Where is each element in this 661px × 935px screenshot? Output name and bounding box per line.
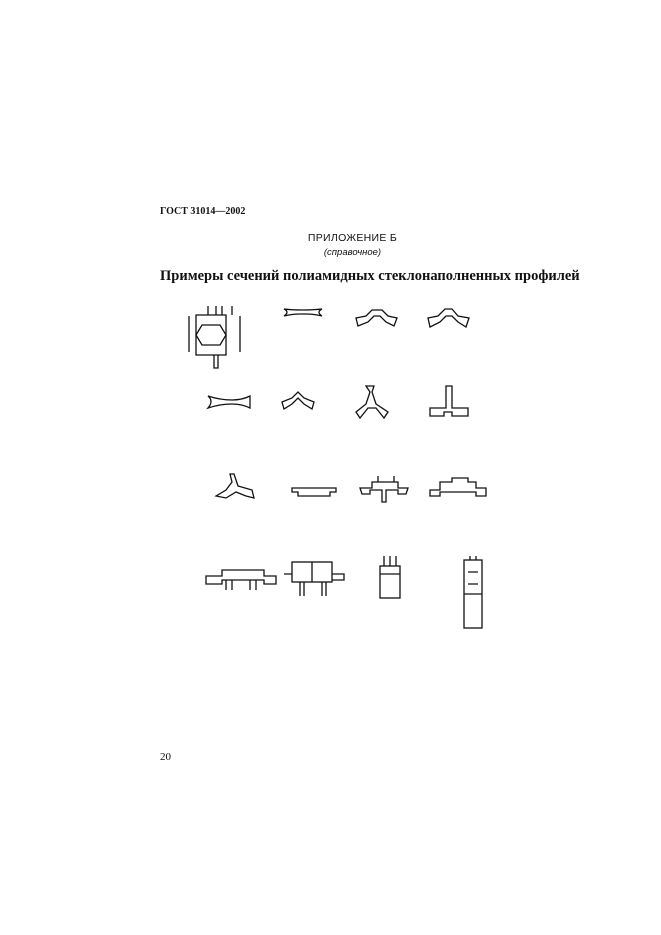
standard-header: ГОСТ 31014—2002 bbox=[160, 206, 246, 217]
profile-7 bbox=[356, 386, 388, 418]
profile-14 bbox=[284, 562, 344, 596]
profile-4 bbox=[428, 309, 469, 327]
profile-8 bbox=[430, 386, 468, 416]
profile-6 bbox=[282, 392, 314, 409]
profile-11 bbox=[360, 476, 408, 502]
profile-9 bbox=[216, 474, 254, 498]
profile-5 bbox=[208, 396, 250, 408]
appendix-label: ПРИЛОЖЕНИЕ Б bbox=[307, 232, 398, 244]
profile-12 bbox=[430, 478, 486, 496]
profile-2 bbox=[284, 309, 322, 316]
page-title: Примеры сечений полиамидных стеклонаполненных профилей bbox=[160, 268, 580, 284]
profile-16 bbox=[464, 556, 482, 628]
profile-13 bbox=[206, 570, 276, 590]
profile-3 bbox=[356, 310, 397, 326]
appendix-note: (справочное) bbox=[323, 247, 382, 258]
profile-10 bbox=[292, 488, 336, 496]
profile-1 bbox=[189, 306, 240, 368]
page-number: 20 bbox=[160, 751, 171, 763]
profile-15 bbox=[380, 556, 400, 598]
